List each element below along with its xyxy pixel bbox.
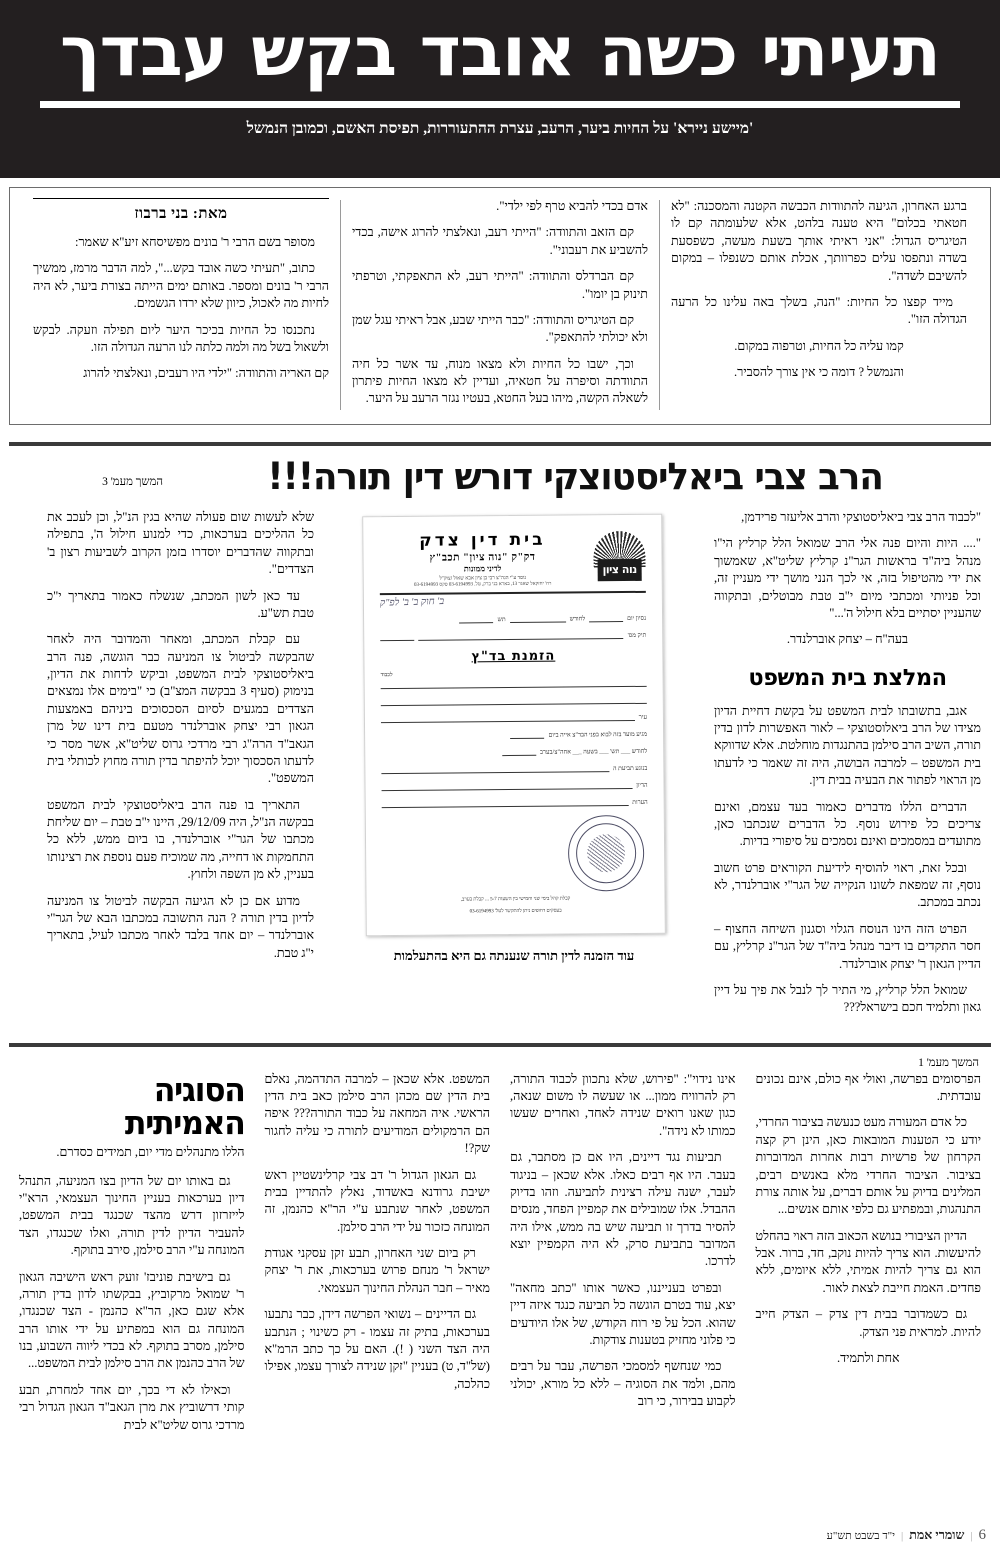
document-date-row xyxy=(380,612,646,624)
section-bialystocki xyxy=(9,446,991,1026)
document-title: בית דין צדק xyxy=(419,529,546,551)
continued-from-label-2: המשך מעמ' 1 xyxy=(918,1056,979,1069)
paragraph: שלא לעשות שום פעולה שהיא בגין הנ"ל, וכן לעכב את כל ההליכים בערכאות, כדי למנוע חילול ה', בתפילה ובתקווה שהדברים יוסדרו בזמן הקרוב לשביעות רצון ב' הצדדים". xyxy=(47,510,314,577)
section3-column-2 xyxy=(255,1071,501,1443)
blank-line xyxy=(510,613,566,623)
document-letterhead xyxy=(379,529,645,588)
paragraph: אחת ולתמיד. xyxy=(836,1350,900,1365)
summons-line-2 xyxy=(381,745,647,757)
logo-badge-label: נוה ציון xyxy=(598,559,642,581)
paragraph: מסופר בשם הרבי ר' בונים מפשיסחא זיע"א שאמר: xyxy=(74,235,315,249)
addressee-row xyxy=(381,677,647,689)
paragraph: עם קבלת המכתב, ומאחר והמדובר היה לאחר שהבקשה לביטול צו המניעה כבר הוגשה, פנה הרב ביאליסטוצקי לבית המשפט, וביקש לדחות את הדיון, בנימוק (סעיף 3 בבקשה המצ"ב) כי "בימים אלו נמצאים הצדדים במגעים לסיום הסכסוכים ביניהם באמצעות הגאון רבי יצחק אוברלנדר מטעם בית דינו של מרן הגאב"ד הרה"ג רבי מרדכי גרוס שליט"א, אשר מסר כי לדעתו הסכסוך יוכל להיפתר בדין תורה מחוץ לכותלי בית המשפט". xyxy=(47,632,314,786)
fable-column-right xyxy=(22,198,340,412)
section2-subheading: המלצת בית המשפט xyxy=(748,664,947,691)
paragraph: גם הדיינים – נשואי הפרשה דידן, כבר נתבעו בערכאות, בתיק זה עצמו - רק כשינוי ; הנתבע היה הצד השני ( !). האם על כך כתב הרמ"א (של"ד, ט) בעניין "זקן שנידה לצורך עצמו, אפילו כהלכה, xyxy=(264,1307,490,1391)
field-label: לחודש ___ תש' ___ בשעה ___ אחה"צ/בערב xyxy=(539,747,648,756)
section2-column-left xyxy=(704,509,991,1026)
paragraph: קם הזאב והתוודה: "הייתי רעב, ונאלצתי להרוג אישה, בכדי להשביע את רעבוני". xyxy=(352,225,648,257)
blank-line xyxy=(381,677,647,689)
masthead-divider xyxy=(40,101,960,108)
section3-headline: הסוגיה האמיתית xyxy=(124,1069,245,1142)
paragraph: הפרט הזה הינו הנוסח הגלוי וסגנון השיחה החצוף – חסר התקדים בו דיבר מנהל ביה"ד של הגר"נ קרליץ, עם הדיין הגאון ר' יצחק אוברלנדר. xyxy=(714,921,981,971)
field-label: תש xyxy=(497,616,506,624)
page-number: 6 xyxy=(978,1527,986,1543)
paragraph: ובכל זאת, ראוי להוסיף לידיעת הקוראים פרט חשוב נוסף, זה שמפאת לשונו הנקייה של הגר"י אוברלנדר, לא נכתב במכתב. xyxy=(714,860,981,910)
document-subtitle-1: דק"ק "נוה ציון" תכב"ץ xyxy=(429,551,536,564)
paragraph: מייד קפצו כל החיות: "הנה, בשלך באה עלינו כל הרעה הגדולה הזו". xyxy=(671,294,967,327)
court-summons-document xyxy=(362,514,666,937)
paragraph: שמואל הלל קרליץ, מי התיר לך לנבל את פיך על דיין גאון ותלמיד חכם בישראל??? xyxy=(714,982,981,1015)
field-label: הדיון xyxy=(636,781,648,789)
city-row xyxy=(381,711,647,723)
paragraph: והנמשל ? דומה כי אין צורך להסביר. xyxy=(733,365,905,379)
article-byline: מאת: בני ברבוז xyxy=(33,198,329,223)
blank-line xyxy=(589,612,623,622)
continued-from-label: המשך מעמ' 3 xyxy=(102,476,163,488)
paragraph: וכך, ישבו כל החיות ולא מצאו מנוח, עד אשר כל חיה התוודתה וסיפרה על חטאיה, ועדיין לא מצאו החיות פיתרון לשאלה הקשה, מיהו בעל החטא, בעטיו נגזר הרעב על היער. xyxy=(352,356,648,406)
blank-line xyxy=(459,613,493,623)
blank-line xyxy=(418,629,624,641)
paragraph: קם האריה והתוודה: "ילדי היו רעבים, ונאלצתי להרוג xyxy=(83,366,329,381)
summons-line-5 xyxy=(382,796,648,808)
fable-column-middle xyxy=(341,198,659,412)
masthead xyxy=(0,0,1000,178)
paragraph: ".... היות והיום פנה אלי הרב שמואל הלל קרליץ הי"ו מנהל ביה"ד בראשות הגר"נ קרליץ שליט"א, שאמשוך את ידי מהטיפול בזה, אי לכך הנני מושך ידי מעניין זה, וכל פניותי ומכתבי מיום י"ב טבת מבוטלים, ובתקווה שהעניין יסתיים בלא חילול ה'..." xyxy=(714,536,981,620)
paragraph: קם הטיגריס והתוודה: "כבר הייתי שבע, אבל ראיתי עגל שמן ולא יכולתי להתאפק". xyxy=(352,312,648,345)
paragraph: הדיון הציבורי בנושא הכאוב הזה ראוי בהחלט להיעשות. הוא צריך להיות נוקב, חד, ברור. אבל הוא גם צריך להיות אמיתי, ללא איומים, ללא פחדים. האמת חייבת לצאת לאור. xyxy=(755,1228,981,1295)
paragraph: הדברים הללו מדברים כאמור בעד עצמם, ואינם צריכים כל פירוש נוסף. כל הדברים שנכתבו כאן, מתועדים במסמכים ואינם נסמכים על סיפורי בדיות. xyxy=(714,799,981,849)
page-headline: תעיתי כשה אובד בקש עבדך xyxy=(59,12,941,92)
handwritten-date: ב' חוק ב' ב' לפ"ק xyxy=(379,595,445,609)
paragraph: גם הגאון הגדול ר' דב צבי קרלינשטיין ראש ישיבת גרודנא באשדוד, נאלץ להתדיין בבית המשפט, לאחר שנתבע ע"י הר"א כהנמן, זה המונחה כזכור על ידי הרב סילמן. xyxy=(264,1167,490,1234)
paragraph: עד כאן לשון המכתב, שנשלח כאמור בתאריך י"כ טבת תש"ע. xyxy=(47,588,314,620)
footer-separator-2: | xyxy=(901,1529,904,1542)
paragraph: רק ביום שני האחרון, תבע זקן עסקני אגודת ישראל ר' מנחם פרוש בערכאות, את ר' יצחק מאיר – חבר הנהלת החינוך העצמאי. xyxy=(264,1246,490,1295)
blank-line xyxy=(381,779,632,791)
paragraph: ברגע האחרון, הגיעה להתוודות הכבשה הקטנה והמסכנה: "לא חטאתי בכלום" היא טענה בלהט, אלא שלעומתה קם לו הטיגריס הגדול: "אני ראיתי אותך בשעת מעשה, כשפסעת בשדה ונתפסו עלים כפרוותך, אכלת אותם כשנפלו – במקום להשיבם לשדה". xyxy=(671,199,967,283)
document-address: רח' יחזקאל שאגר 13, בארא בני ברק, טל. 03-6194993 פקס 03-6194993 xyxy=(413,581,552,588)
paragraph: אגב, בתשובתו לבית המשפט על בקשת דחיית הדיון מצידו של הרב ביאלוסטוצקי – לאור האפשרות לדון בדין תורה, השיב הרב סילמן בהתנגדות מוחלטת. אלא שדווקא בית המשפט – למרבה הבושה, היה זה שאמר כי לדעתו מן הראוי לפתור את הבעיה בבית דין. xyxy=(714,703,981,788)
blank-line xyxy=(380,631,414,641)
summons-line-1 xyxy=(381,728,647,740)
paragraph: אינו נידוי": "פירוש, שלא נתכוון לכבוד התורה, רק להרוויח ממון... או שעשה לו משום שנאה, כגון שאנו רואים שנידה לאחד, ואחרים שעשו כמותו לא נידה". xyxy=(510,1071,736,1138)
publication-name: שומרי אמת xyxy=(909,1528,965,1542)
field-label: תיק מס' xyxy=(627,631,647,640)
masthead-subtitle: 'מיישע ניירא' על החיות ביער, הרעב, עצרת ההתעוררות, תפיסת האשם, וכמובן הנמשל xyxy=(246,120,754,137)
section3-columns xyxy=(9,1071,991,1443)
section3-column-3 xyxy=(500,1071,746,1443)
fable-box xyxy=(9,187,991,425)
sunrise-logo-icon xyxy=(593,531,645,583)
paragraph: גם באותו יום של הדיון בצו המניעה, התנהל דיון בערכאות בעניין החינוך העצמאי, הרא"י לייזרזון דרש מהצד שכנגד בבית המשפט, להעביר הדיון לדין תורה, ואלו שכנגדו, הצד המונחה ע"י הרב סילמן, סירב בתוקף. xyxy=(19,1173,245,1258)
official-seal-stamp xyxy=(568,815,645,892)
fable-column-left xyxy=(660,198,978,412)
blank-line xyxy=(382,796,629,808)
paragraph: הפרסומים בפרשה, ואולי אף כולם, אינם נכונים עובדתית. xyxy=(755,1071,981,1103)
blank-line xyxy=(510,729,544,739)
section3-column-left xyxy=(746,1071,992,1443)
paragraph: מדוע אם כן לא הגיעה הבקשה לביטול צו המניעה לדיון בדין תורה ? הנה התשובה במכתבו הבא של הגר"י אוברלנדר – יום אחד בלבד לאחר מכתבו לעיל, בתאריך י"ג טבת. xyxy=(47,893,314,960)
column-divider xyxy=(659,200,660,410)
section2-column-right xyxy=(37,509,324,1026)
paragraph: בעה"ח – יצחק אוברלנדר. xyxy=(786,632,909,647)
paragraph: תביעות נגד דיינים, היו אם כן מסתבר, גם בעבר. היו אף רבים כאלו. אלא שכאן – בניגוד לעבר, ישנה עילה רצינית לתביעה. וזהו בדיוק ההבדל. אלו שמובילים את קמפיין הפחד, מנסים להסיר בדרך זו תביעה שיש בה ממש, אילו היה המדובר בתביעת סרק, לא היה הקמפיין יוצא לדרכו. xyxy=(510,1150,736,1269)
footer-separator-1: | xyxy=(970,1529,973,1542)
paragraph: וכאילו לא די בכך, יום אחד למחרת, תבע קותי דרשוביץ את מרן הגאב"ד הגאון הגדול רבי מרדכי גרוס שליט"א לבית xyxy=(19,1382,245,1432)
blank-line xyxy=(381,694,647,706)
paragraph: קמו עליה כל החיות, וטרפוה במקום. xyxy=(734,338,904,353)
paragraph: המשפט. אלא שכאן – למרבה התדהמה, נאלם בית הדין שם מכהן הרב סילמן כאב בית הדין הראשי. איה המחאה על כבוד התורה??? איפה הם הרמקולים המודיעים לתורה כי עליה לחגור שק?! xyxy=(264,1071,490,1156)
section3-kicker: הללו מתנהלים מדי יום, תמידים כסדרם. xyxy=(56,1144,245,1159)
section2-headline: הרב צבי ביאליסטוצקי דורש דין תורה!!! xyxy=(267,455,883,498)
section3-column-right xyxy=(9,1071,255,1443)
section2-header xyxy=(9,446,991,499)
letter-quote xyxy=(714,509,981,649)
paragraph: נתכנסו כל החיות בכיכר היער ליום תפילה וזעקה. לבקש ולשאול בשל מה ולמה כלתה לנו הרעה הגדולה הזו. xyxy=(33,322,329,354)
field-label: עיר xyxy=(638,713,647,721)
field-label: הערות xyxy=(632,798,648,806)
summons-line-3 xyxy=(381,762,647,774)
page-footer xyxy=(827,1527,986,1544)
paragraph: כתוב, "תעיתי כשה אובד בקש...", למה הדבר מרמז, ממשיך הרבי ר' בונים ומספר. באותם ימים הייתה בצורת ביער, לא היה לחיות מה לאכול, כיוון שלא ירדו הגשמים. xyxy=(33,261,329,311)
document-footer-1: קבלת קהל בימי שני וחמישי בין השעות 5-7 ... קבלת בערב, xyxy=(460,896,571,903)
addressee-row-2 xyxy=(381,694,647,706)
paragraph: גם כשמדובר בבית דין צדק – הצדק חייב להיות. למראית פני הצדק. xyxy=(755,1307,981,1339)
figure-caption: עוד הזמנה לדין תורה שנענתה גם היא בהתעלמות xyxy=(393,948,635,963)
blank-line xyxy=(381,711,635,723)
column-divider xyxy=(340,200,341,410)
paragraph: כמי שנחשף למסמכי הפרשה, עבר על רבים מהם, ולמד את הסוגיה – ללא כל מורא, יכולני לקבוע בבירור, כי רוב xyxy=(510,1359,736,1408)
paragraph: ובפרט בענייננו, כאשר אותו "כתב מחאה" יצא, עוד בטרם הוגשה כל תביעה כנגד איזה דיין שהוא. הכל על פי רוח הקודש, של אלו היודעים כי פלוני מחזיק בטענות צודקות. xyxy=(510,1280,736,1347)
blank-line xyxy=(502,746,536,756)
paragraph: "לכבוד הרב צבי ביאליסטוצקי והרב אליעזר פרידמן, xyxy=(741,510,981,524)
document-file-row xyxy=(380,629,646,641)
section-sugya xyxy=(9,1047,991,1443)
document-heading: הזמנת בד"ץ xyxy=(471,648,556,665)
field-label: לחודש xyxy=(569,615,586,623)
summons-line-4 xyxy=(381,779,647,791)
document-footer-2: בעסקים דחופים ניתן להתקשר לטל' 03-6194993 xyxy=(469,908,562,914)
section2-columns xyxy=(9,509,991,1026)
publication-date: י"ד בשבט תש"ע xyxy=(826,1529,896,1542)
document-subtitle-3: נוסד ע"י הגה"צ רבי בן ציון אבא שאול זצוק"ל xyxy=(439,574,527,582)
field-label: בנוגע תביעת ה xyxy=(612,764,648,773)
field-label: נסיון יום xyxy=(627,614,647,623)
paragraph: קם הברדלס והתוודה: "הייתי רעב, לא התאפקתי, וטרפתי תינוק בן יומו". xyxy=(352,269,648,301)
section2-figure-column xyxy=(324,509,704,1026)
blank-line xyxy=(381,762,609,774)
paragraph: התאריך בו פנה הרב ביאליסטוצקי לבית המשפט בבקשה הנ"ל, היה 29/12/09, היינו י"ב טבת – יום שליחת מכתבו של הגר"י אוברלנדר, בו ביום ממש, ללא כל התחמקות או דחייה, מה שמוכיח פעם נוספת את רצינותו בעניין, לא מן השפה ולחוץ. xyxy=(47,797,315,882)
addressee-label: לכבוד xyxy=(380,672,393,679)
document-subtitle-2: לדיני ממונות xyxy=(463,564,502,574)
document-dateline xyxy=(380,595,646,608)
paragraph: כל אדם המעורה מעט כנעשה בציבור החרדי, יודע כי הטענות המובאות כאן, הינן רק קצה הקרחון של פרשיות רבות אחרות המדוברות בציבור. הציבור החרדי מלא באנשים רבים, המלינים בדיוק על אותם דברים, על אותה צורת התנהגות, ובמפתיע גם כלפי אותם אנשים... xyxy=(755,1115,981,1217)
paragraph: גם בישיבת פוניבז' זועק ראש הישיבה הגאון ר' שמואל מרקוביץ, בבקשתו לדון בדין תורה, אלא שגם כאן, הר"א כהנמן - הצד שכנגדו, המונחה גם הוא במפתיע על ידי אותו הרב סילמן, מסרב בתוקף. לא בכדי ליווה השבוע, בנו של הרב כהנמן את הרב סילמן לבית המשפט... xyxy=(19,1269,245,1371)
field-label: מגיע מועד בזה לבוא בפני הבד"צ אייה ביום xyxy=(548,730,648,739)
paragraph: אדם בכדי להביא טרף לפי ילדי". xyxy=(496,199,648,213)
document-titles xyxy=(379,529,585,588)
